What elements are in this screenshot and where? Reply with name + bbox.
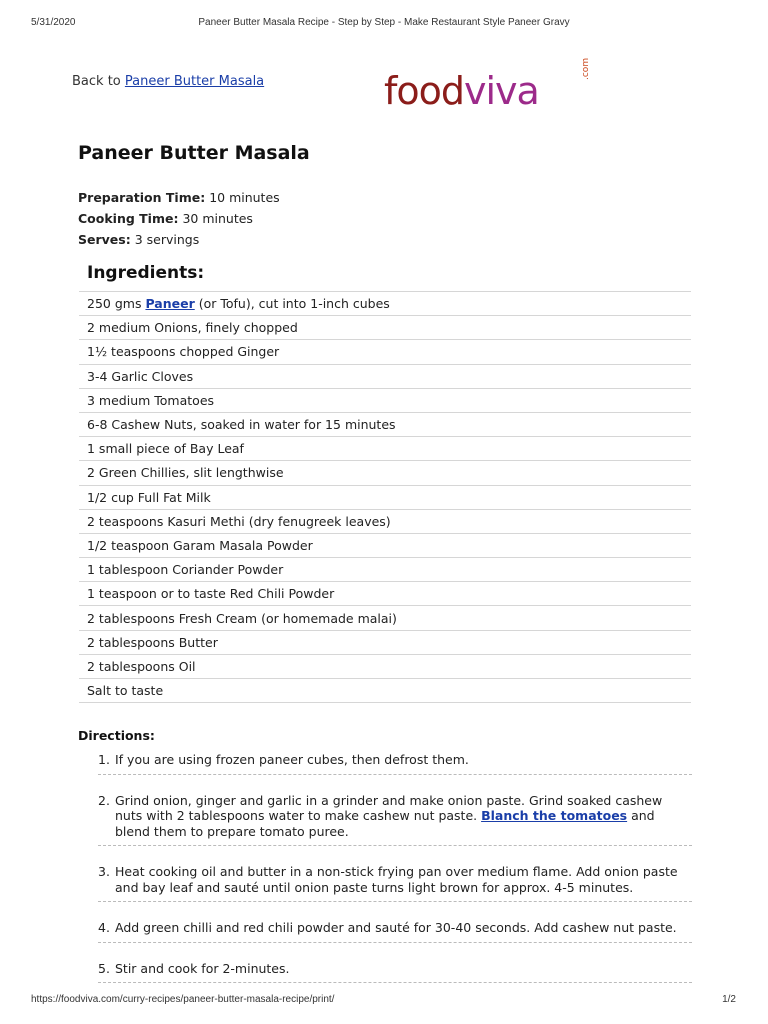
ingredient-row: [79, 437, 691, 461]
ingredient-row: [79, 388, 691, 412]
foodviva-logo[interactable]: [384, 57, 591, 116]
ingredient-item: 3-4 Garlic Cloves: [79, 364, 691, 388]
step-text-after: and blend them to prepare tomato puree.: [115, 808, 655, 839]
step-number: 2.: [98, 792, 110, 808]
cooking-time-value: 30 minutes: [182, 211, 253, 226]
ingredients-table: [79, 291, 691, 703]
ingredient-item: 6-8 Cashew Nuts, soaked in water for 15 minutes: [79, 412, 691, 436]
ingredient-prefix: 250 gms: [87, 296, 142, 312]
ingredient-row: [79, 461, 691, 485]
back-prefix: Back to: [72, 74, 121, 89]
step-number: 3.: [98, 864, 110, 879]
direction-step-5: [98, 961, 692, 984]
ingredient-row: [79, 292, 691, 316]
direction-step-3: [98, 864, 692, 902]
step-number: 1.: [98, 752, 110, 767]
ingredient-item: 2 tablespoons Fresh Cream (or homemade malai): [79, 606, 691, 630]
step-number: 4.: [98, 920, 110, 935]
prep-time-label: Preparation Time:: [78, 190, 206, 205]
logo-com: .com: [581, 57, 591, 80]
ingredient-row: [79, 679, 691, 703]
back-link-row: [72, 74, 264, 89]
logo-viva: viva: [464, 69, 539, 113]
ingredient-item: 1 teaspoon or to taste Red Chili Powder: [79, 582, 691, 606]
ingredient-row: [79, 654, 691, 678]
ingredient-row: [79, 316, 691, 340]
step-text: Heat cooking oil and butter in a non-stick frying pan over medium flame. Add onion paste and bay leaf and sauté until onion paste turns light brown for approx. 4-5 minutes.: [115, 864, 678, 895]
step-number: 5.: [98, 960, 110, 976]
serves-label: Serves:: [78, 232, 131, 247]
direction-step-2: [98, 793, 692, 847]
logo-food: food: [384, 69, 464, 113]
ingredient-item: 1 small piece of Bay Leaf: [79, 437, 691, 461]
ingredient-row: [79, 533, 691, 557]
page-number: 1/2: [722, 994, 736, 1005]
ingredient-item: 3 medium Tomatoes: [79, 388, 691, 412]
ingredient-row: [79, 582, 691, 606]
ingredient-item: 2 tablespoons Oil: [79, 654, 691, 678]
ingredient-item: [79, 292, 691, 316]
blanch-tomatoes-link[interactable]: Blanch the tomatoes: [481, 808, 628, 823]
ingredient-row: [79, 485, 691, 509]
ingredients-heading: Ingredients:: [87, 263, 205, 283]
ingredient-item: 1/2 teaspoon Garam Masala Powder: [79, 533, 691, 557]
ingredient-row: [79, 509, 691, 533]
ingredient-item: 1½ teaspoons chopped Ginger: [79, 340, 691, 364]
direction-step-1: [98, 752, 692, 775]
step-text: Add green chilli and red chili powder and sauté for 30-40 seconds. Add cashew nut paste.: [115, 920, 677, 935]
directions-heading: Directions:: [78, 728, 155, 743]
print-page-title: Paneer Butter Masala Recipe - Step by Step - Make Restaurant Style Paneer Gravy: [198, 17, 570, 28]
prep-time-value: 10 minutes: [209, 190, 280, 205]
print-url: https://foodviva.com/curry-recipes/paneer-butter-masala-recipe/print/: [31, 994, 335, 1005]
back-link[interactable]: Paneer Butter Masala: [124, 74, 265, 89]
direction-step-4: [98, 920, 692, 943]
step-text: If you are using frozen paneer cubes, then defrost them.: [115, 752, 469, 767]
cooking-time-label: Cooking Time:: [78, 211, 179, 226]
serves-value: 3 servings: [134, 232, 200, 247]
cooking-time: [78, 208, 280, 229]
ingredient-row: [79, 340, 691, 364]
serves: [78, 229, 280, 250]
ingredient-item: 1/2 cup Full Fat Milk: [79, 485, 691, 509]
print-header: [0, 0, 768, 34]
ingredient-item: 2 Green Chillies, slit lengthwise: [79, 461, 691, 485]
prep-time: [78, 187, 280, 208]
step-text-before: Grind onion, ginger and garlic in a grinder and make onion paste. Grind soaked cashew nuts with 2 tablespoons water to make cashew nut paste.: [115, 792, 663, 823]
ingredient-row: [79, 412, 691, 436]
recipe-title: Paneer Butter Masala: [78, 142, 310, 164]
ingredient-row: [79, 606, 691, 630]
directions-list: [98, 752, 692, 983]
ingredient-suffix: (or Tofu), cut into 1-inch cubes: [198, 296, 390, 312]
print-date: 5/31/2020: [31, 17, 76, 28]
recipe-meta: [78, 187, 280, 250]
paneer-link[interactable]: Paneer: [145, 296, 195, 312]
step-text: Stir and cook for 2-minutes.: [115, 960, 290, 976]
ingredient-row: [79, 364, 691, 388]
ingredient-item: 2 tablespoons Butter: [79, 630, 691, 654]
print-footer: [0, 994, 768, 1024]
ingredient-item: 2 medium Onions, finely chopped: [79, 316, 691, 340]
ingredient-row: [79, 630, 691, 654]
ingredient-item: 2 teaspoons Kasuri Methi (dry fenugreek leaves): [79, 509, 691, 533]
ingredient-row: [79, 558, 691, 582]
ingredient-item: Salt to taste: [79, 679, 691, 703]
ingredient-item: 1 tablespoon Coriander Powder: [79, 558, 691, 582]
